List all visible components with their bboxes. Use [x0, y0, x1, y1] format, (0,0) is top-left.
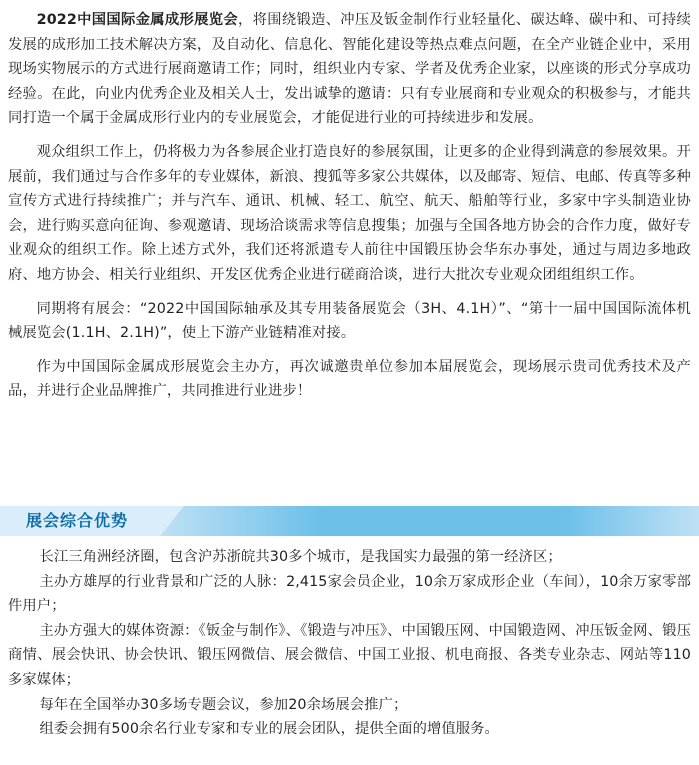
section-title: 展会综合优势 [26, 511, 129, 530]
list-item: 组委会拥有500余名行业专家和专业的展会团队，提供全面的增值服务。 [39, 721, 499, 738]
advantages-list [8, 545, 691, 742]
list-item: 每年在全国举办30多场专题会议，参加20余场展会推广； [39, 696, 408, 713]
section-header [0, 502, 699, 536]
closing-paragraph: 作为中国国际金属成形展览会主办方，再次诚邀贵单位参加本届展览会，现场展示贵司优秀技术及产品，并进行企业品牌推广，共同推进行业进步！ [8, 358, 691, 400]
intro-paragraph [8, 8, 691, 131]
list-item: 主办方强大的媒体资源：《钣金与制作》、《锻造与冲压》、中国锻压网、中国锻造网、冲压钣金网、锻压商情、展会快讯、协会快讯、锻压网微信、展会微信、中国工业报、机电商报、各类专业杂志、网站等110多家媒体； [8, 622, 691, 688]
audience-paragraph: 观众组织工作上，仍将极力为各参展企业打造良好的参展氛围，让更多的企业得到满意的参展效果。开展前，我们通过与合作多年的专业媒体，新浪、搜狐等多家公共媒体，以及邮寄、短信、电邮、传真等多种宣传方式进行持续推广；并与汽车、通讯、机械、轻工、航空、航天、船舶等行业，多家中字头制造业协会，进行购买意向征询、参观邀请、现场洽谈需求等信息搜集；加强与全国各地方协会的合作力度，做好专业观众的组织工作。除上述方式外，我们还将派遣专人前往中国锻压协会华东办事处，通过与周边多地政府、地方协会、相关行业组织、开发区优秀企业进行磋商洽谈，进行大批次专业观众团组组织工作。 [8, 143, 691, 283]
intro-text: ，将围绕锻造、冲压及钣金制作行业轻量化、碳达峰、碳中和、可持续发展的成形加工技术解决方案，及自动化、信息化、智能化建设等热点难点问题，在全产业链企业中，采用现场实物展示的方式进行展商邀请工作；同时，组织业内专家、学者及优秀企业家，以座谈的形式分享成功经验。在此，向业内优秀企业及相关人士，发出诚挚的邀请：只有专业展商和专业观众的积极参与，才能共同打造一个属于金属成形行业内的专业展览会，才能促进行业的可持续进步和发展。 [8, 12, 691, 127]
intro-section [8, 8, 691, 413]
concurrent-paragraph: 同期将有展会：“2022中国国际轴承及其专用装备展览会（3H、4.1H）”、“第十一届中国国际流体机械展览会(1.1H、2.1H)”，使上下游产业链精准对接。 [8, 300, 691, 342]
list-item: 长江三角洲经济圈，包含沪苏浙皖共30多个城市，是我国实力最强的第一经济区； [39, 549, 562, 565]
list-item: 主办方雄厚的行业背景和广泛的人脉：2,415家会员企业，10余万家成形企业（车间），10余万家零部件用户； [8, 573, 691, 615]
exhibition-name: 2022中国国际金属成形展览会 [36, 12, 238, 28]
